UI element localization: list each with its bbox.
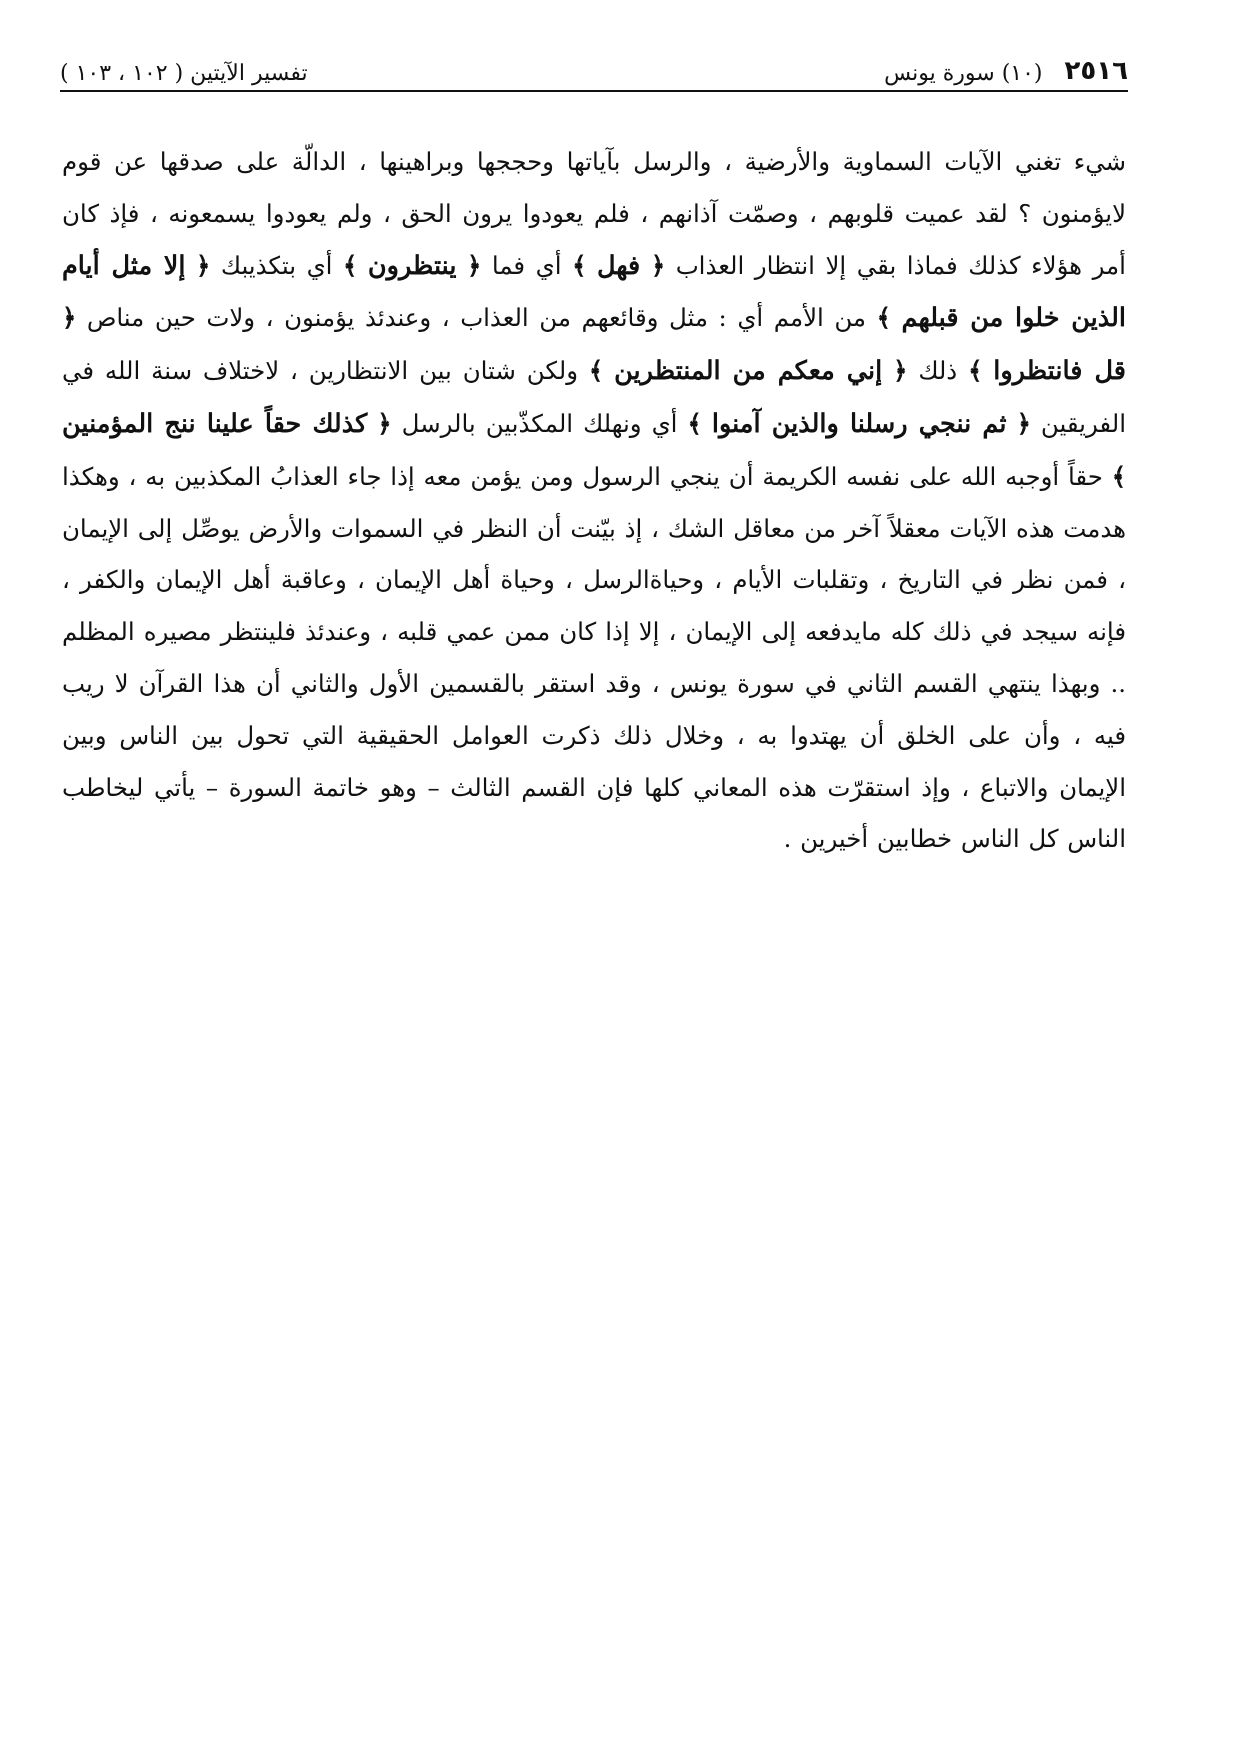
header-divider	[60, 90, 1128, 92]
commentary-body	[62, 136, 1126, 865]
quran-quote: ثم ننجي رسلنا والذين آمنوا	[711, 408, 1007, 439]
quran-open-bracket: ﴿	[893, 356, 908, 386]
quran-open-bracket: ﴿	[467, 250, 482, 280]
quran-quote: إني معكم من المنتظرين	[614, 356, 883, 387]
text-segment: أي فما	[491, 250, 562, 280]
quran-close-bracket: ﴾	[687, 408, 702, 438]
quran-quote: إلا مثل أيام الذين خلوا من قبلهم	[62, 250, 1126, 334]
text-segment: شيء تغني الآيات السماوية والأرضية ، والرسل بآياتها وحججها وبراهينها ، الدالّة على صدقها عن قوم لايؤمنون ؟ لقد عميت قلوبهم ، وصمّت آذانهم ، فلم يعودوا يرون الحق ، ولم يعودوا يسمعونه ، فإذ كان أمر هؤلاء كذلك فماذا بقي إلا انتظار العذاب	[62, 147, 1126, 280]
text-segment: حقاً أوجبه الله على نفسه الكريمة أن ينجي الرسول ومن يؤمن معه إذا جاء العذابُ المكذبين به ، وهكذا هدمت هذه الآيات معقلاً آخر من معاقل الشك ، إذ بيّنت أن النظر في السموات والأرض يوصِّل إلى الإيمان ، فمن نظر في التاريخ ، وتقلبات الأيام ، وحياةالرسل ، وحياة أهل الإيمان ، وعاقبة أهل الإيمان والكفر ، فإنه سيجد في ذلك كله مايدفعه إلى الإيمان ، إلا إذا كان ممن عمي قلبه ، وعندئذ فلينتظر مصيره المظلم .. وبهذا ينتهي القسم الثاني في سورة يونس ، وقد استقر بالقسمين الأول والثاني أن هذا القرآن لا ريب فيه ، وأن على الخلق أن يهتدوا به ، وخلال ذلك ذكرت العوامل الحقيقية التي تحول بين الناس وبين الإيمان والاتباع ، وإذ استقرّت هذه المعاني كلها فإن القسم الثالث – وهو خاتمة السورة – يأتي ليخاطب الناس كل الناس خطابين أخيرين .	[62, 461, 1126, 854]
quran-close-bracket: ﴾	[1111, 461, 1126, 491]
quran-close-bracket: ﴾	[876, 303, 891, 333]
quran-quote: قل فانتظروا	[993, 356, 1126, 387]
surah-title: (١٠) سورة يونس	[884, 61, 1043, 86]
verse-range-title: تفسير الآيتين ( ١٠٢ ، ١٠٣ )	[60, 61, 308, 86]
running-header	[60, 42, 1128, 86]
quran-quote: كذلك حقاً علينا ننج المؤمنين	[62, 408, 368, 439]
quran-open-bracket: ﴿	[377, 408, 392, 438]
quran-quote: ينتظرون	[367, 250, 457, 281]
text-segment: ولكن شتان بين الانتظارين ، لاختلاف سنة الله في الفريقين	[62, 356, 1126, 438]
quran-quote: فهل	[596, 250, 641, 281]
quran-open-bracket: ﴿	[196, 250, 211, 280]
quran-close-bracket: ﴾	[588, 356, 604, 386]
text-segment: من الأمم أي : مثل وقائعهم من العذاب ، وعندئذ يؤمنون ، ولات حين مناص	[86, 303, 866, 333]
quran-open-bracket: ﴿	[1016, 408, 1031, 438]
quran-close-bracket: ﴾	[343, 250, 358, 280]
text-segment: ذلك	[918, 356, 958, 386]
text-segment: أي بتكذيبك	[220, 250, 333, 280]
text-segment: أي ونهلك المكذّبين بالرسل	[401, 408, 678, 438]
quran-open-bracket: ﴿	[62, 303, 77, 333]
commentary-paragraph	[62, 136, 1126, 865]
quran-close-bracket: ﴾	[572, 250, 587, 280]
quran-open-bracket: ﴿	[650, 250, 666, 280]
header-right-group	[884, 56, 1128, 86]
page-number: ٢٥١٦	[1064, 56, 1128, 86]
quran-close-bracket: ﴾	[968, 356, 983, 386]
